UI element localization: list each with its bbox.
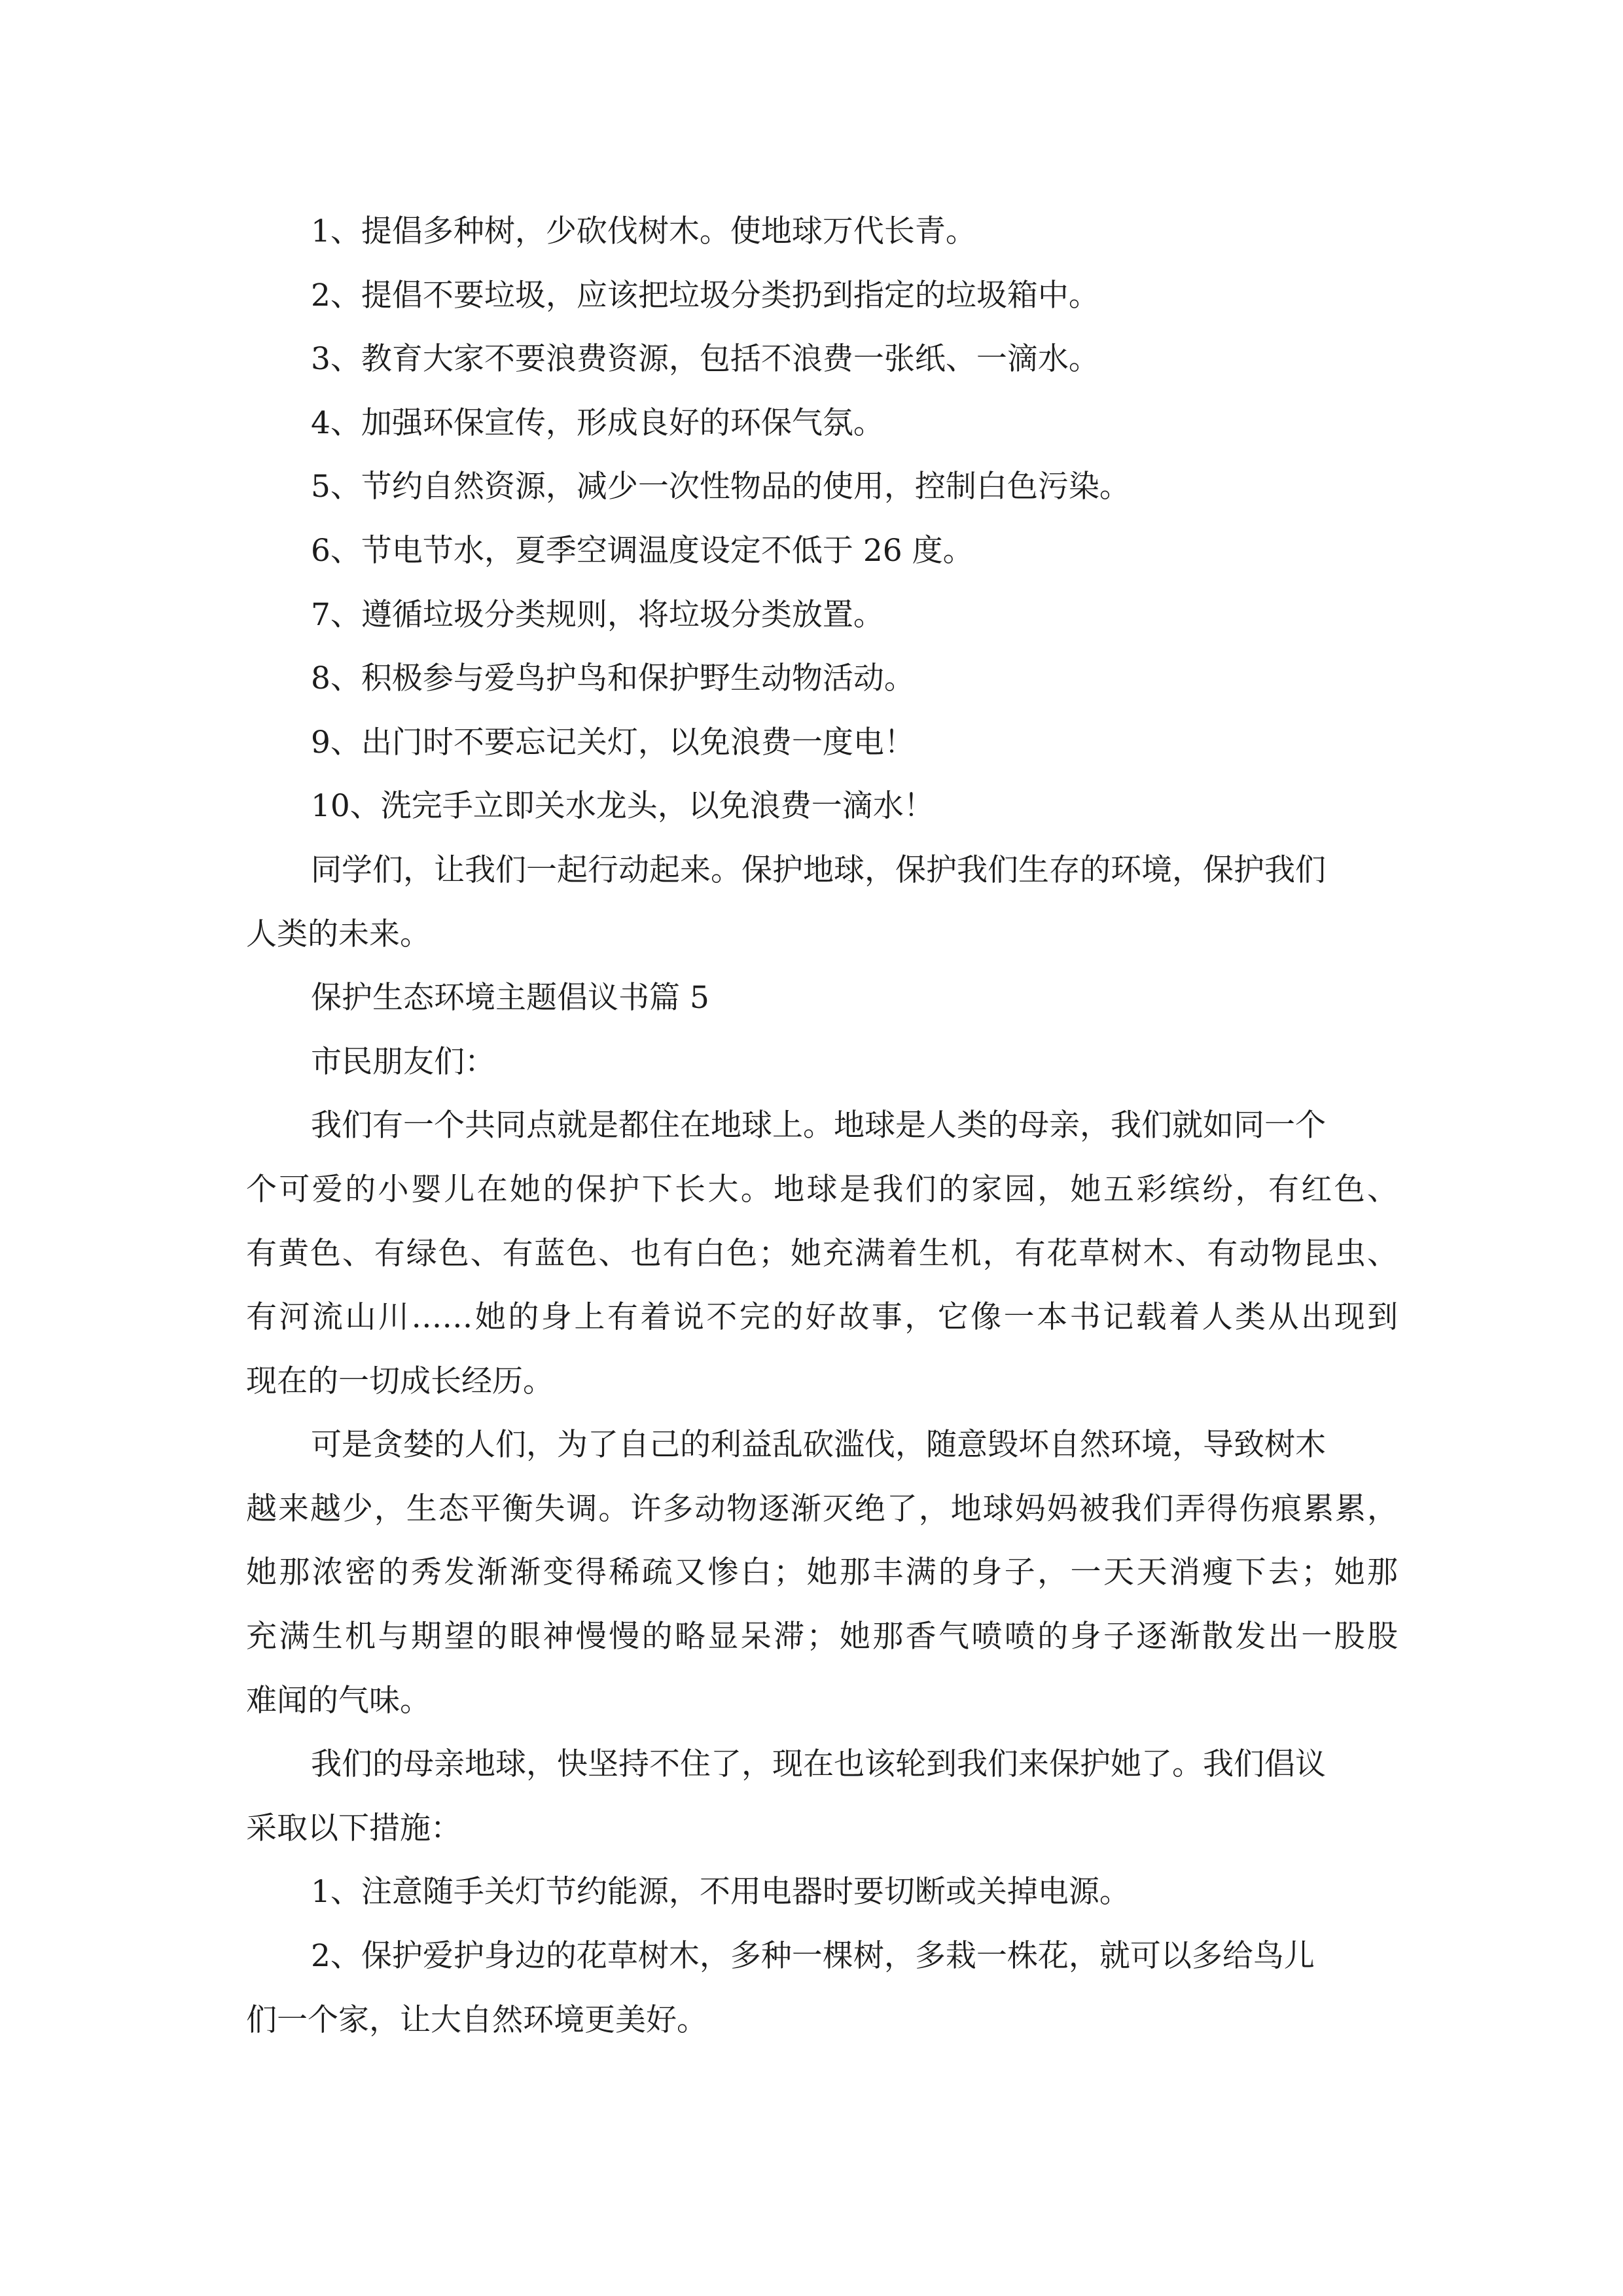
salutation: 市民朋友们： xyxy=(311,1043,495,1080)
paragraph-line: 有黄色、有绿色、有蓝色、也有白色；她充满着生机，有花草树木、有动物昆虫、 xyxy=(246,1235,1398,1272)
paragraph-line: 可是贪婪的人们，为了自己的利益乱砍滥伐，随意毁坏自然环境，导致树木 xyxy=(311,1427,1326,1463)
list-item: 1、提倡多种树，少砍伐树木。使地球万代长青。 xyxy=(311,213,976,249)
list-item: 2、提倡不要垃圾，应该把垃圾分类扔到指定的垃圾箱中。 xyxy=(311,277,1099,314)
paragraph-line: 我们有一个共同点就是都住在地球上。地球是人类的母亲，我们就如同一个 xyxy=(311,1107,1326,1144)
paragraph-earth-mother xyxy=(246,1094,1398,1413)
paragraph-line: 有河流山川……她的身上有着说不完的好故事，它像一本书记载着人类从出现到 xyxy=(246,1299,1398,1336)
measure-line: 们一个家，让大自然环境更美好。 xyxy=(246,2001,707,2038)
paragraph-line: 我们的母亲地球，快坚持不住了，现在也该轮到我们来保护她了。我们倡议 xyxy=(311,1746,1326,1783)
paragraph-line: 现在的一切成长经历。 xyxy=(246,1363,554,1399)
document-body xyxy=(246,200,1398,2052)
list-item: 4、加强环保宣传，形成良好的环保气氛。 xyxy=(311,404,884,441)
measure-line: 2、保护爱护身边的花草树木，多种一棵树，多栽一株花，就可以多给鸟儿 xyxy=(311,1938,1315,1975)
list-item: 5、节约自然资源，减少一次性物品的使用，控制白色污染。 xyxy=(311,469,1130,505)
closing-line: 同学们，让我们一起行动起来。保护地球，保护我们生存的环境，保护我们 xyxy=(311,852,1326,888)
list-item: 3、教育大家不要浪费资源，包括不浪费一张纸、一滴水。 xyxy=(311,341,1099,378)
list-item: 6、节电节水，夏季空调温度设定不低于 26 度。 xyxy=(311,532,974,569)
measure-item: 1、注意随手关灯节约能源，不用电器时要切断或关掉电源。 xyxy=(311,1874,1130,1910)
paragraph-line: 她那浓密的秀发渐渐变得稀疏又惨白；她那丰满的身子，一天天消瘦下去；她那 xyxy=(246,1554,1398,1591)
list-item: 9、出门时不要忘记关灯，以免浪费一度电！ xyxy=(311,724,915,761)
paragraph-greedy-people xyxy=(246,1413,1398,1732)
list-item: 8、积极参与爱鸟护鸟和保护野生动物活动。 xyxy=(311,660,915,697)
paragraph-line: 难闻的气味。 xyxy=(246,1682,431,1719)
closing-paragraph xyxy=(246,838,1398,966)
closing-line: 人类的未来。 xyxy=(246,916,431,952)
paragraph-line: 越来越少，生态平衡失调。许多动物逐渐灭绝了，地球妈妈被我们弄得伤痕累累， xyxy=(246,1490,1398,1527)
paragraph-line: 个可爱的小婴儿在她的保护下长大。地球是我们的家园，她五彩缤纷，有红色、 xyxy=(246,1171,1398,1208)
section-title: 保护生态环境主题倡议书篇 5 xyxy=(311,980,709,1016)
list-item: 10、洗完手立即关水龙头，以免浪费一滴水！ xyxy=(311,788,935,825)
paragraph-proposal xyxy=(246,1732,1398,1860)
paragraph-line: 采取以下措施： xyxy=(246,1810,461,1846)
list-item: 7、遵循垃圾分类规则，将垃圾分类放置。 xyxy=(311,596,884,633)
measure-item xyxy=(246,1924,1398,2052)
paragraph-line: 充满生机与期望的眼神慢慢的略显呆滞；她那香气喷喷的身子逐渐散发出一股股 xyxy=(246,1619,1398,1655)
